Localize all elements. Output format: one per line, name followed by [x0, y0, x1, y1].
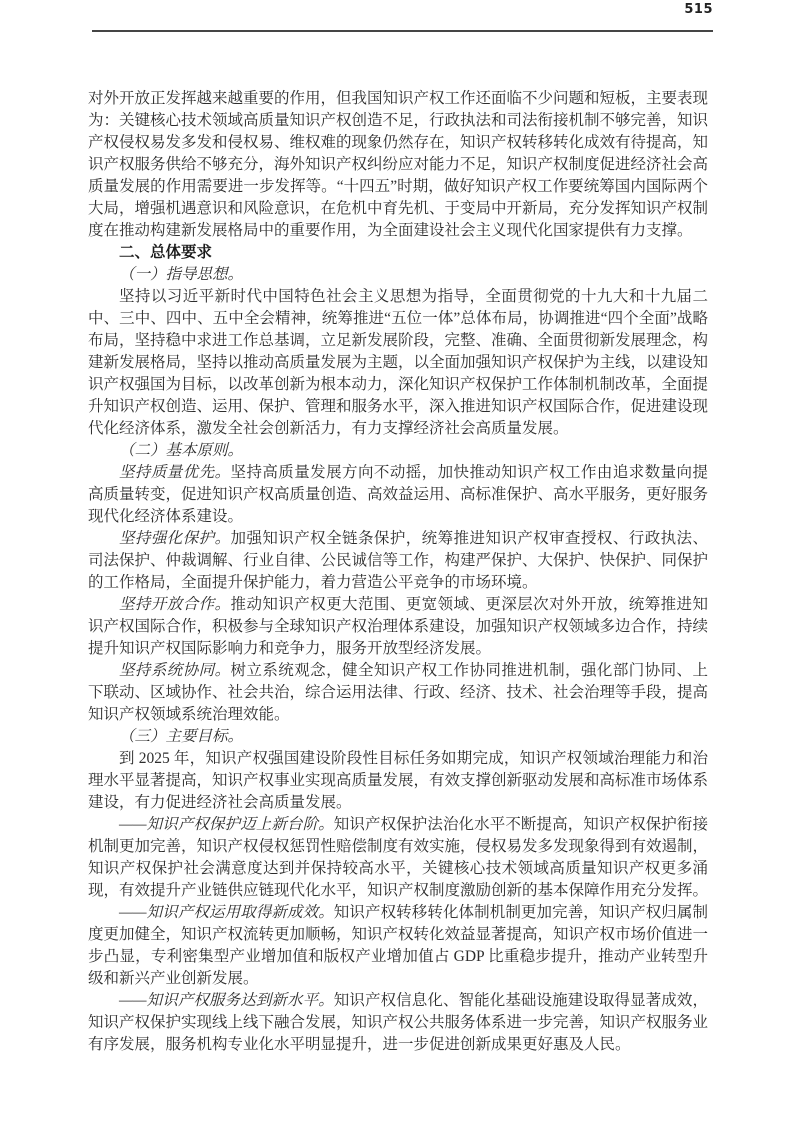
paragraph-lead: 坚持强化保护。: [119, 530, 231, 547]
subsection-heading-basic-principles: （二）基本原则。: [119, 442, 244, 459]
subsection-heading-main-goals: （三）主要目标。: [119, 728, 244, 745]
paragraph-lead: ——知识产权保护迈上新台阶。: [119, 816, 334, 833]
paragraph-text: 知识产权信息化、智能化基础设施建设取得显著成效，知识产权保护实现线上线下融合发展，知识产权公共服务体系进一步完善，知识产权服务业有序发展，服务机构专业化水平明显提升，进一步促进创新成果更好惠及人民。: [88, 992, 709, 1053]
section-heading: 二、总体要求: [119, 244, 213, 261]
paragraph: [88, 660, 708, 726]
paragraph-lead: 坚持质量优先。: [119, 464, 231, 481]
paragraph-text: 树立系统观念，健全知识产权工作协同推进机制，强化部门协同、上下联动、区域协作、社会共治，综合运用法律、行政、经济、技术、社会治理等手段，提高知识产权领域系统治理效能。: [88, 662, 709, 723]
paragraph-text: 坚持高质量发展方向不动摇，加快推动知识产权工作由追求数量向提高质量转变，促进知识产权高质量创造、高效益运用、高标准保护、高水平服务，更好服务现代化经济体系建设。: [88, 464, 709, 525]
paragraph-lead: ——知识产权服务达到新水平。: [119, 992, 334, 1009]
paragraph: [88, 990, 708, 1056]
paragraph: [88, 528, 708, 594]
page-number: 515: [684, 2, 713, 17]
paragraph: [88, 594, 708, 660]
paragraph: 到 2025 年，知识产权强国建设阶段性目标任务如期完成，知识产权领域治理能力和治理水平显著提高，知识产权事业实现高质量发展，有效支撑创新驱动发展和高标准市场体系建设，有力促进经济社会高质量发展。: [88, 750, 709, 811]
subsection-heading-guiding-ideology: （一）指导思想。: [119, 266, 244, 283]
document-content: [88, 88, 708, 1056]
paragraph-lead: ——知识产权运用取得新成效。: [119, 904, 334, 921]
paragraph-text: 知识产权转移转化体制机制更加完善，知识产权归属制度更加健全，知识产权流转更加顺畅，知识产权转化效益显著提高，知识产权市场价值进一步凸显，专利密集型产业增加值和版权产业增加值占 GDP 比重稳步提升，推动产业转型升级和新兴产业创新发展。: [88, 904, 709, 987]
paragraph: [88, 814, 708, 902]
paragraph-text: 加强知识产权全链条保护，统筹推进知识产权审查授权、行政执法、司法保护、仲裁调解、行业自律、公民诚信等工作，构建严保护、大保护、快保护、同保护的工作格局，全面提升保护能力，着力营造公平竞争的市场环境。: [88, 530, 709, 591]
header-rule: [92, 30, 713, 32]
paragraph-continued: 对外开放正发挥越来越重要的作用，但我国知识产权工作还面临不少问题和短板，主要表现为：关键核心技术领域高质量知识产权创造不足，行政执法和司法衔接机制不够完善，知识产权侵权易发多发和侵权易、维权难的现象仍然存在，知识产权转移转化成效有待提高，知识产权服务供给不够充分，海外知识产权纠纷应对能力不足，知识产权制度促进经济社会高质量发展的作用需要进一步发挥等。“十四五”时期，做好知识产权工作要统筹国内国际两个大局，增强机遇意识和风险意识，在危机中育先机、于变局中开新局，充分发挥知识产权制度在推动构建新发展格局中的重要作用，为全面建设社会主义现代化国家提供有力支撑。: [88, 90, 709, 239]
paragraph: [88, 462, 708, 528]
paragraph: [88, 902, 708, 990]
paragraph-lead: 坚持系统协同。: [119, 662, 231, 679]
paragraph-lead: 坚持开放合作。: [119, 596, 231, 613]
paragraph-text: 推动知识产权更大范围、更宽领域、更深层次对外开放，统筹推进知识产权国际合作，积极参与全球知识产权治理体系建设，加强知识产权领域多边合作，持续提升知识产权国际影响力和竞争力，服务开放型经济发展。: [88, 596, 709, 657]
paragraph: 坚持以习近平新时代中国特色社会主义思想为指导，全面贯彻党的十九大和十九届二中、三中、四中、五中全会精神，统筹推进“五位一体”总体布局，协调推进“四个全面”战略布局，坚持稳中求进工作总基调，立足新发展阶段，完整、准确、全面贯彻新发展理念，构建新发展格局，坚持以推动高质量发展为主题，以全面加强知识产权保护为主线，以建设知识产权强国为目标，以改革创新为根本动力，深化知识产权保护工作体制机制改革，全面提升知识产权创造、运用、保护、管理和服务水平，深入推进知识产权国际合作，促进建设现代化经济体系，激发全社会创新活力，有力支撑经济社会高质量发展。: [88, 288, 709, 437]
paragraph-text: 知识产权保护法治化水平不断提高，知识产权保护衔接机制更加完善，知识产权侵权惩罚性赔偿制度有效实施，侵权易发多发现象得到有效遏制，知识产权保护社会满意度达到并保持较高水平，关键核心技术领域高质量知识产权更多涌现，有效提升产业链供应链现代化水平，知识产权制度激励创新的基本保障作用充分发挥。: [88, 816, 709, 899]
